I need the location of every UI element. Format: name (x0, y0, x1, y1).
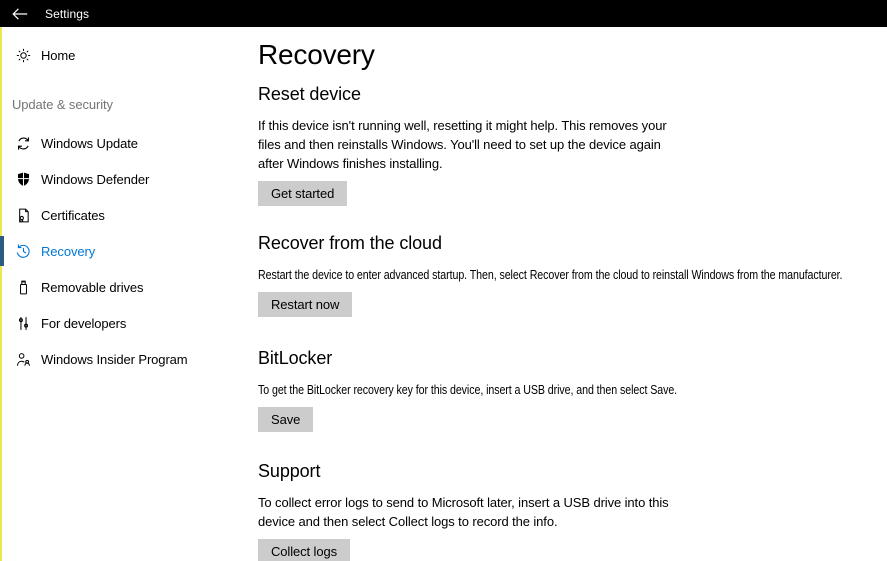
usb-drive-icon (14, 278, 32, 296)
sidebar-item-removable-drives[interactable] (0, 269, 250, 305)
settings-sidebar (0, 27, 250, 561)
sidebar-item-label: Windows Update (41, 135, 138, 151)
window-edge-highlight (0, 27, 2, 561)
section-bitlocker (258, 347, 887, 432)
sidebar-item-windows-update[interactable] (0, 125, 250, 161)
sidebar-item-recovery[interactable] (0, 233, 250, 269)
sidebar-item-label: Recovery (41, 243, 96, 259)
shield-icon (14, 170, 32, 188)
sidebar-item-label: Windows Insider Program (41, 351, 188, 367)
sidebar-item-label: Removable drives (41, 279, 144, 295)
sidebar-item-for-developers[interactable] (0, 305, 250, 341)
sidebar-item-label: Certificates (41, 207, 105, 223)
section-heading: Reset device (258, 84, 361, 104)
get-started-button[interactable]: Get started (258, 181, 347, 206)
section-heading: BitLocker (258, 348, 333, 368)
page-title: Recovery (258, 39, 375, 70)
history-icon (14, 242, 32, 260)
save-button[interactable]: Save (258, 407, 313, 432)
window-title: Settings (45, 6, 90, 21)
section-body: To collect error logs to send to Microsoft later, insert a USB drive into this device and then select Collect logs to record the info. (258, 495, 669, 529)
back-arrow-icon (12, 7, 28, 21)
sidebar-item-certificates[interactable] (0, 197, 250, 233)
certificate-icon (14, 206, 32, 224)
section-support (258, 460, 887, 561)
settings-content (250, 27, 887, 561)
insider-person-icon (14, 350, 32, 368)
sidebar-item-label: For developers (41, 315, 127, 331)
section-heading: Recover from the cloud (258, 233, 442, 253)
sync-icon (14, 134, 32, 152)
section-recover-from-cloud (258, 232, 887, 317)
restart-now-button[interactable]: Restart now (258, 292, 352, 317)
dev-sliders-icon (14, 314, 32, 332)
section-body: If this device isn't running well, resetting it might help. This removes your files and then reinstalls Windows. You'll need to set up the device again after Windows finishes installing. (258, 118, 667, 171)
sidebar-item-windows-insider-program[interactable] (0, 341, 250, 377)
section-heading: Support (258, 461, 321, 481)
sidebar-item-label: Windows Defender (41, 171, 150, 187)
sidebar-item-label: Home (41, 47, 76, 63)
selected-indicator (0, 236, 4, 266)
sidebar-item-windows-defender[interactable] (0, 161, 250, 197)
section-reset-device (258, 83, 887, 206)
collect-logs-button[interactable]: Collect logs (258, 539, 350, 561)
sidebar-item-home[interactable] (0, 37, 250, 73)
section-body: To get the BitLocker recovery key for this device, insert a USB drive, and then select Save. (258, 382, 678, 397)
gear-icon (14, 46, 32, 64)
titlebar (0, 0, 887, 27)
section-body: Restart the device to enter advanced startup. Then, select Recover from the cloud to reinstall Windows from the manufacturer. (258, 267, 843, 282)
sidebar-section-header: Update & security (12, 97, 113, 112)
back-button[interactable] (0, 0, 40, 27)
